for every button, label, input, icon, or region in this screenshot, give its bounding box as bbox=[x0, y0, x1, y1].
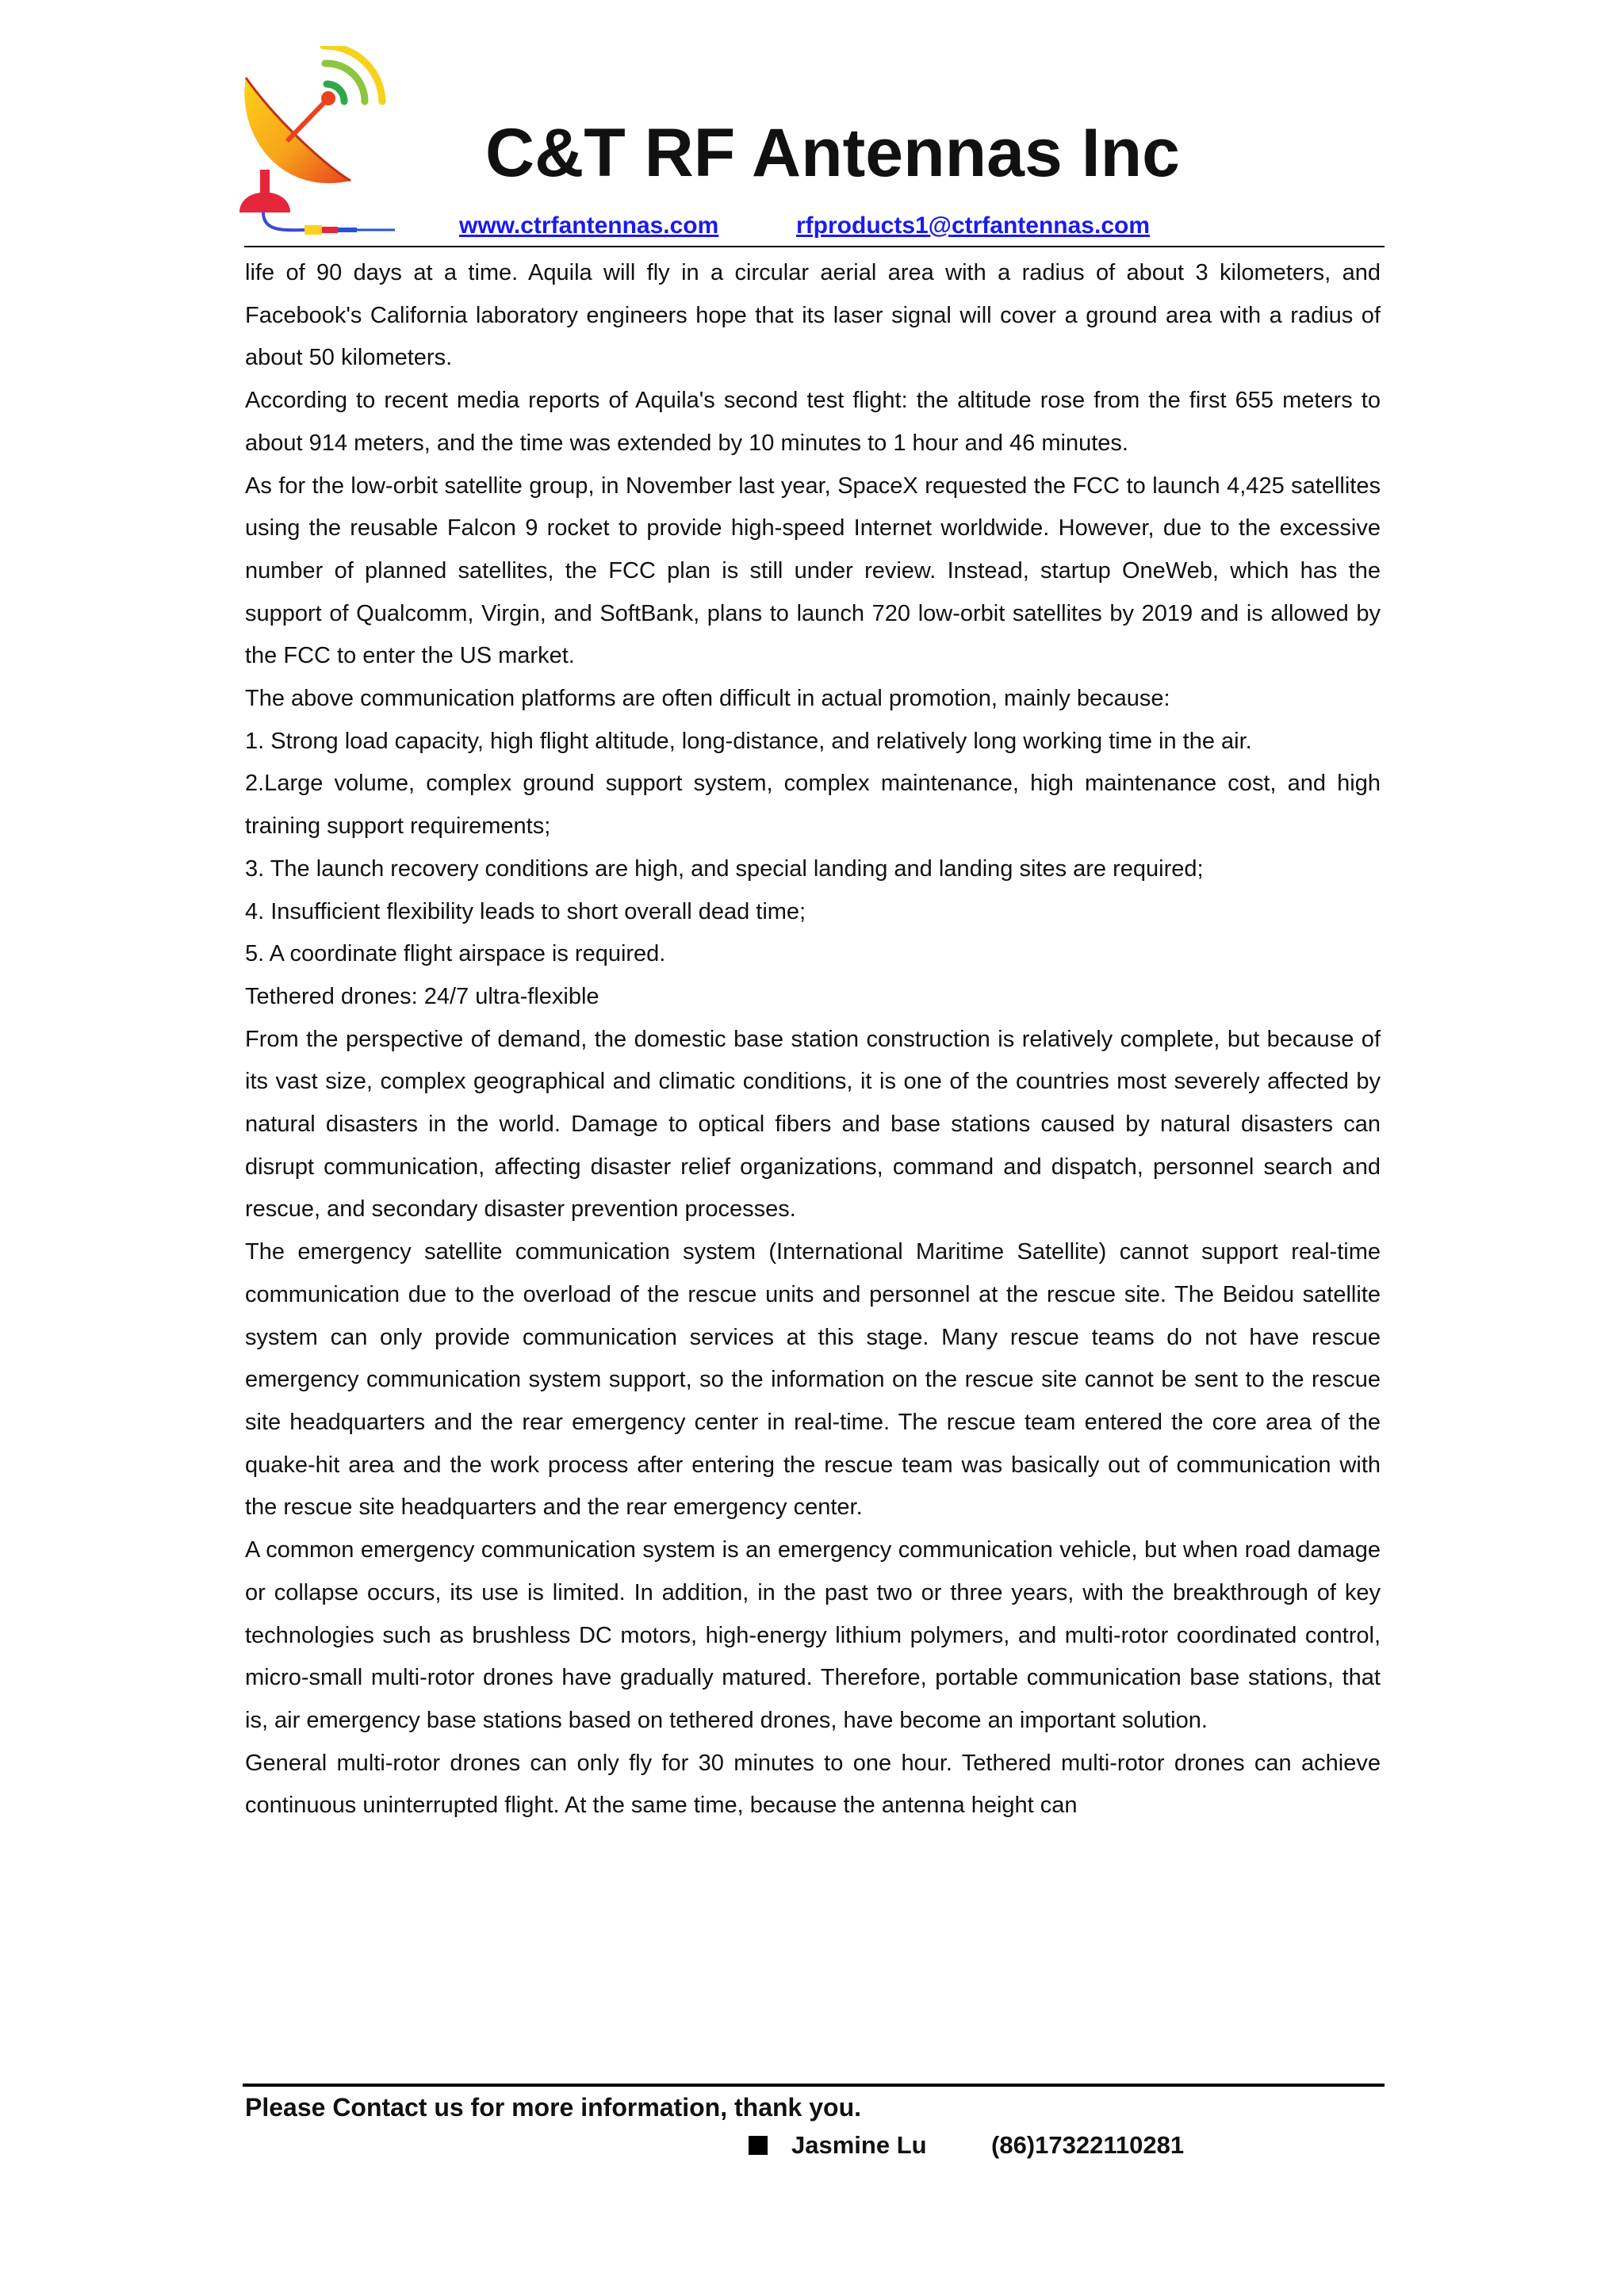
list-item: 1. Strong load capacity, high flight altitude, long-distance, and relatively long working time in the air. bbox=[245, 728, 1252, 754]
paragraph: According to recent media reports of Aquila's second test flight: the altitude rose from the first 655 meters to about 914 meters, and the time was extended by 10 minutes to 1 hour and 46 minutes. bbox=[245, 388, 1381, 456]
paragraph: The emergency satellite communication system (International Maritime Satellite) cannot support real-time communication due to the overload of the rescue units and personnel at the rescue site. The Beidou satellite system can only provide communication services at this stage. Many rescue teams do not have rescue emergency communication system support, so the information on the rescue site cannot be sent to the rescue site headquarters and the rear emergency center in real-time. The rescue team entered the core area of the quake-hit area and the work process after entering the rescue team was basically out of communication with the rescue site headquarters and the rear emergency center. bbox=[245, 1239, 1381, 1521]
list-item: 4. Insufficient flexibility leads to short overall dead time; bbox=[245, 898, 806, 924]
list-item: 5. A coordinate flight airspace is required. bbox=[245, 941, 666, 967]
paragraph: The above communication platforms are often difficult in actual promotion, mainly because: bbox=[245, 686, 1170, 712]
contact-name: Jasmine Lu bbox=[791, 2131, 927, 2159]
satellite-dish-icon bbox=[232, 46, 400, 244]
list-item: 2.Large volume, complex ground support system, complex maintenance, high maintenance cost, and high training support requirements; bbox=[245, 771, 1381, 840]
paragraph: As for the low-orbit satellite group, in November last year, SpaceX requested the FCC to launch 4,425 satellites using the reusable Falcon 9 rocket to provide high-speed Internet worldwide. However, due to the excessive number of planned satellites, the FCC plan is still under review. Instead, startup OneWeb, which has the support of Qualcomm, Virgin, and SoftBank, plans to launch 720 low-orbit satellites by 2019 and is allowed by the FCC to enter the US market. bbox=[245, 473, 1381, 669]
article-body bbox=[245, 252, 1381, 1827]
company-title: C&T RF Antennas Inc bbox=[485, 115, 1180, 191]
website-link[interactable]: www.ctrfantennas.com bbox=[459, 212, 719, 239]
footer-divider bbox=[243, 2084, 1385, 2087]
section-heading: Tethered drones: 24/7 ultra-flexible bbox=[245, 983, 599, 1009]
paragraph: From the perspective of demand, the domestic base station construction is relatively complete, but because of its vast size, complex geographical and climatic conditions, it is one of the countries most severely affected by natural disasters in the world. Damage to optical fibers and base stations caused by natural disasters can disrupt communication, affecting disaster relief organizations, command and dispatch, personnel search and rescue, and secondary disaster prevention processes. bbox=[245, 1026, 1381, 1223]
paragraph: General multi-rotor drones can only fly for 30 minutes to one hour. Tethered multi-rotor drones can achieve continuous uninterrupted flight. At the same time, because the antenna height can bbox=[245, 1750, 1381, 1819]
list-item: 3. The launch recovery conditions are high, and special landing and landing sites are required; bbox=[245, 855, 1204, 882]
contact-line bbox=[749, 2131, 1184, 2160]
square-bullet-icon bbox=[749, 2136, 768, 2155]
paragraph: life of 90 days at a time. Aquila will fly in a circular aerial area with a radius of about 3 kilometers, and Facebook's California laboratory engineers hope that its laser signal will cover a ground area with a radius of about 50 kilometers. bbox=[245, 260, 1381, 371]
email-link[interactable]: rfproducts1@ctrfantennas.com bbox=[796, 212, 1151, 239]
paragraph: A common emergency communication system is an emergency communication vehicle, but when road damage or collapse occurs, its use is limited. In addition, in the past two or three years, with the breakthrough of key technologies such as brushless DC motors, high-energy lithium polymers, and multi-rotor coordinated control, micro-small multi-rotor drones have gradually matured. Therefore, portable communication base stations, that is, air emergency base stations based on tethered drones, have become an important solution. bbox=[245, 1537, 1381, 1733]
contact-phone: (86)17322110281 bbox=[991, 2131, 1185, 2159]
footer-note: Please Contact us for more information, thank you. bbox=[245, 2093, 862, 2122]
header-divider bbox=[244, 246, 1385, 247]
